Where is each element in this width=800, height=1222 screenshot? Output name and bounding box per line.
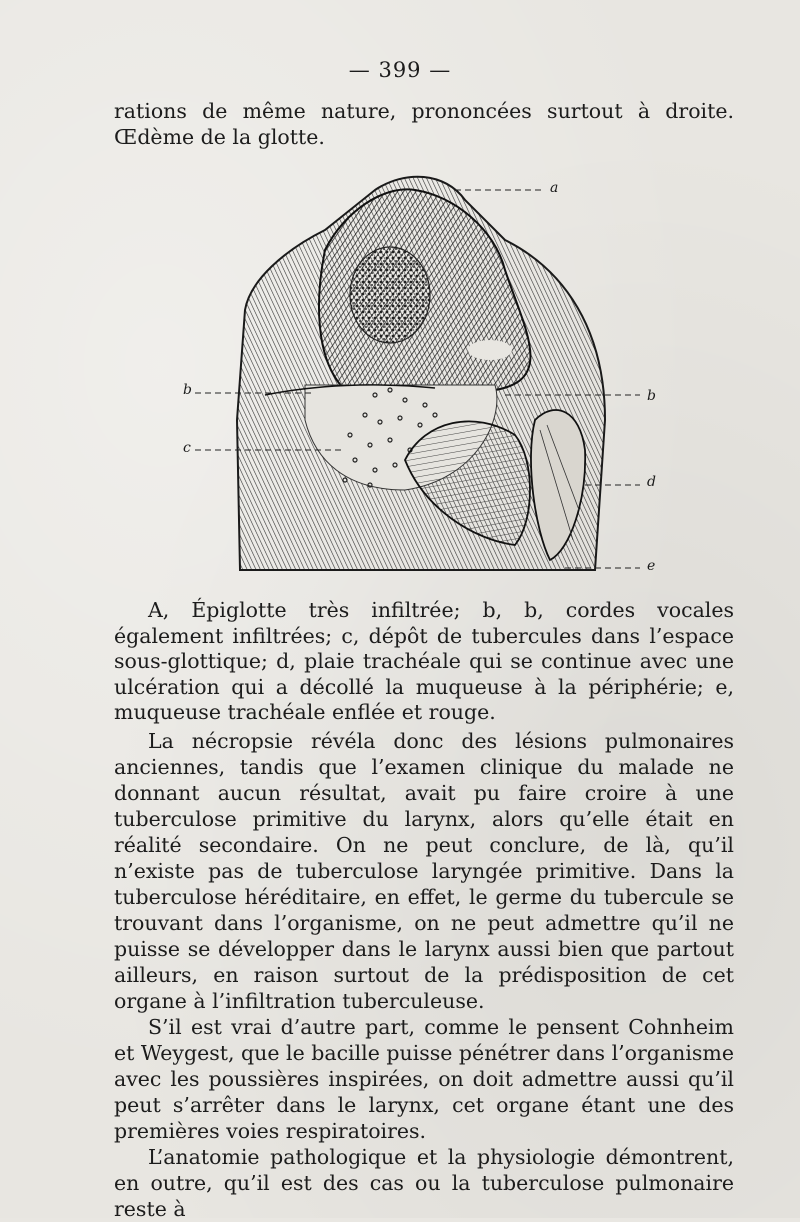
body-paragraph-3: L’anatomie pathologique et la physiologie démontrent, en outre, qu’il est des cas ou la tuberculose pulmonaire reste à [114, 1145, 734, 1221]
body-paragraph-2: S’il est vrai d’autre part, comme le pensent Cohnheim et Weygest, que le bacille puisse pénétrer dans l’organisme avec les poussières inspirées, on doit admettre aussi qu’il peut s’arrêter dans le larynx, cet organe étant une des premières voies respiratoires. [114, 1015, 735, 1143]
body-paragraph-1: La nécropsie révéla donc des lésions pulmonaires anciennes, tandis que l’examen clinique du malade ne donnant aucun résultat, avait pu faire croire à une tuberculose primitive du larynx, alors qu’elle était en réalité secondaire. On ne peut conclure, de là, qu’il n’existe pas de tuberculose laryngée primitive. Dans la tuberculose héréditaire, en effet, le germe du tubercule se trouvant dans l’organisme, on ne peut admettre qu’il ne puisse se développer dans le larynx aussi bien que partout ailleurs, en raison surtout de la prédisposition de cet organe à l’infiltration tuberculeuse. [114, 729, 734, 1013]
figure-label-d: d [647, 474, 656, 490]
figure-caption-block [114, 598, 734, 726]
figure-label-b-left: b [183, 382, 192, 398]
figure-label-e: e [647, 558, 656, 574]
larynx-engraving [175, 160, 675, 590]
figure-caption: A, Épiglotte très infiltrée; b, b, cordes vocales également infiltrées; c, dépôt de tubercules dans l’espace sous-glottique; d, plaie trachéale qui se continue avec une ulcération qui a décollé la muqueuse à la périphérie; e, muqueuse trachéale enflée et rouge. [114, 598, 734, 724]
larynx-figure [175, 160, 675, 590]
page-number: — 399 — [348, 58, 452, 82]
figure-label-b-right: b [647, 388, 656, 404]
intro-text-block [114, 98, 734, 150]
intro-paragraph: rations de même nature, prononcées surtout à droite. Œdème de la glotte. [114, 99, 734, 149]
figure-label-a: a [550, 180, 559, 196]
figure-label-c: c [183, 440, 191, 456]
body-text-block [114, 728, 734, 1222]
